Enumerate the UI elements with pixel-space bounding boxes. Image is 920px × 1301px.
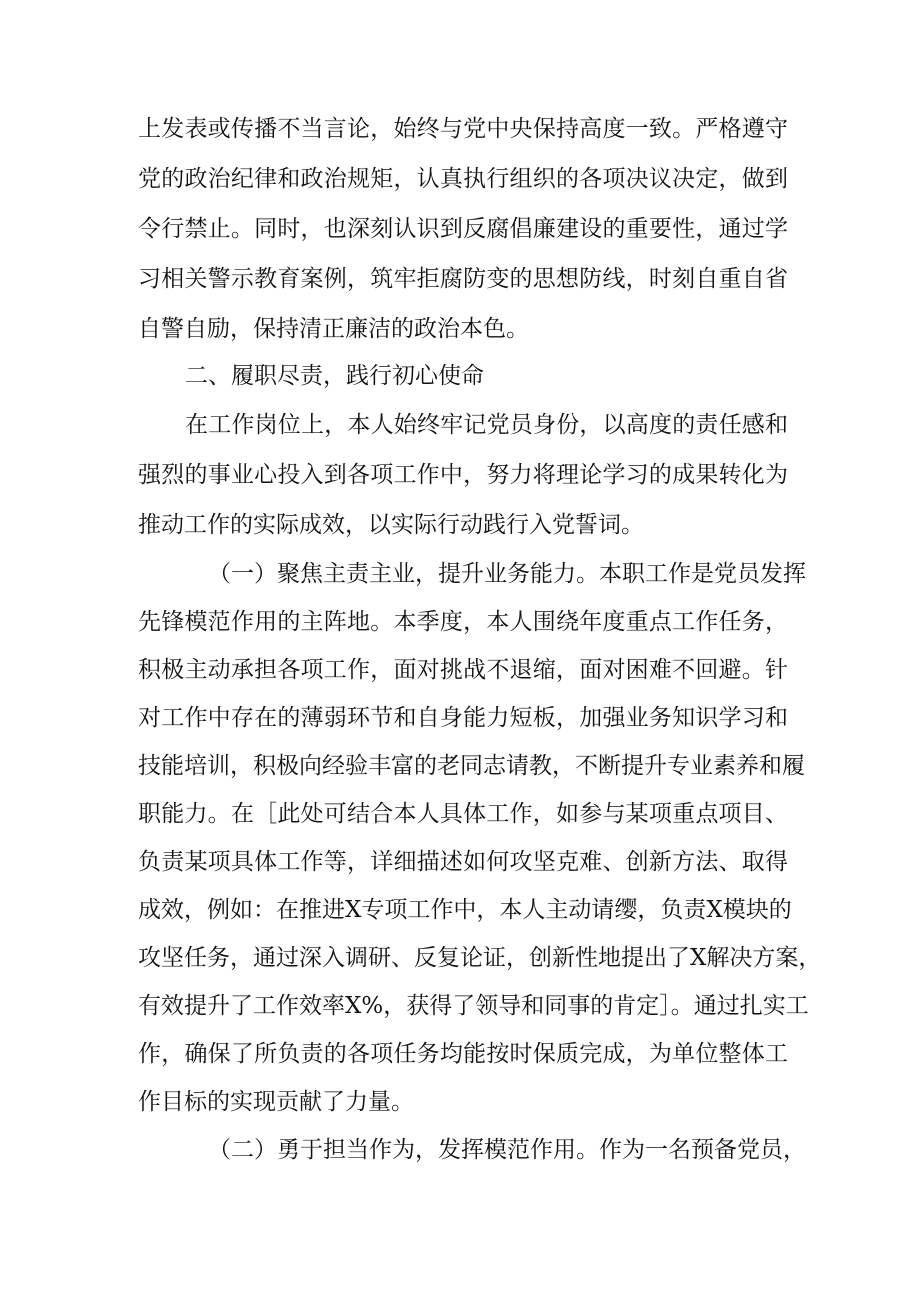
text-line: 强烈的事业心投入到各项工作中，努力将理论学习的成果转化为 [138,462,788,488]
text-line: 成效，例如：在推进X专项工作中，本人主动请缨，负责X模块的 [138,897,792,923]
text-line: 在工作岗位上，本人始终牢记党员身份，以高度的责任感和 [185,412,788,438]
text-line: 技能培训，积极向经验丰富的老同志请教，不断提升专业素养和履 [138,753,805,779]
text-line: 上发表或传播不当言论，始终与党中央保持高度一致。严格遵守 [138,116,788,142]
text-line: 推动工作的实际成效，以实际行动践行入党誓词。 [138,512,644,538]
text-line: 令行禁止。同时，也深刻认识到反腐倡廉建设的重要性，通过学 [138,216,788,242]
subsection-heading-line: （一）聚焦主责主业，提升业务能力。本职工作是党员发挥 [208,561,806,587]
text-line: 对工作中存在的薄弱环节和自身能力短板，加强业务知识学习和 [138,705,788,731]
text-line: 自警自励，保持清正廉洁的政治本色。 [138,316,529,342]
text-line: 积极主动承担各项工作，面对挑战不退缩，面对困难不回避。针 [138,657,788,683]
text-line: 党的政治纪律和政治规矩，认真执行组织的各项决议决定，做到 [138,166,788,192]
text-line: 职能力。在［此处可结合本人具体工作，如参与某项重点项目、 [138,801,788,827]
text-line: 负责某项具体工作等，详细描述如何攻坚克难、创新方法、取得 [138,849,788,875]
text-line: 有效提升了工作效率X%，获得了领导和同事的肯定］。通过扎实工 [138,993,809,1019]
text-line: 作，确保了所负责的各项任务均能按时保质完成，为单位整体工 [138,1041,788,1067]
text-line: 先锋模范作用的主阵地。本季度，本人围绕年度重点工作任务， [138,609,788,635]
section-heading: 二、履职尽责，践行初心使命 [185,363,484,389]
text-line: 作目标的实现贡献了力量。 [138,1089,414,1115]
text-line: 习相关警示教育案例，筑牢拒腐防变的思想防线，时刻自重自省 [138,266,788,292]
text-line: 攻坚任务，通过深入调研、反复论证，创新性地提出了X解决方案， [138,945,822,971]
subsection-heading-line: （二）勇于担当作为，发挥模范作用。作为一名预备党员， [208,1137,806,1163]
